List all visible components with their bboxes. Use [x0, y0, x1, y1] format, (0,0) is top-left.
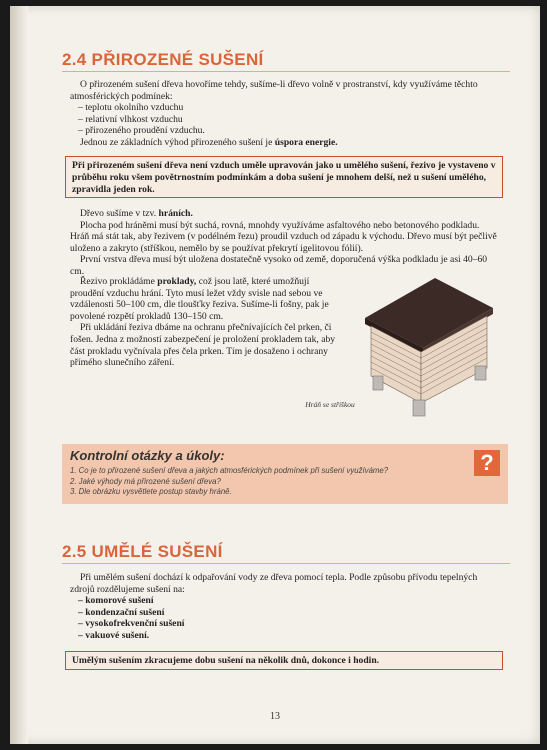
section1-intro-block [70, 79, 500, 149]
highlight-note-artificial: Umělým sušením zkracujeme dobu sušení na několik dnů, dokonce i hodin. [65, 651, 503, 670]
proklady-bold: proklady, [157, 276, 197, 287]
quiz-title: Kontrolní otázky a úkoly: [70, 448, 225, 463]
section2-body [70, 572, 500, 642]
list-item: – komorové sušení [78, 595, 500, 607]
list-item: – vakuové sušení. [78, 630, 500, 642]
proklady-prefix: Řezivo prokládáme [80, 276, 158, 287]
advantage-paragraph [70, 137, 500, 149]
surface-paragraph: Plocha pod hráněmi musí být suchá, rovná, mnohdy využíváme asfaltového nebo betonového podkladu. Hráň má stát tak, aby řezivem (v podélném řezu) proudil vzduch od západu k východu. Dřevo musí být pečlivě uloženo a zakryto (stříškou, nemělo by se používat překrytí igelitovou fólií). [70, 219, 497, 254]
list-item: – relativní vlhkost vzduchu [78, 114, 500, 126]
page-number: 13 [270, 711, 280, 722]
quiz-list [70, 466, 388, 498]
hrane-text: Dřevo sušíme v tzv. [80, 208, 159, 219]
heading-rule [62, 71, 510, 72]
hrane-bold: hráních. [158, 208, 193, 219]
conditions-list [70, 102, 500, 137]
first-layer-paragraph: První vrstva dřeva musí být uložena dostatečně vysoko od země, doporučená výška podkladu je asi 40–60 cm. [70, 254, 488, 277]
proklady-paragraph [70, 276, 345, 322]
quiz-item: 2. Jaké výhody má přirozené sušení dřeva? [70, 476, 221, 486]
figure-caption: Hráň se stříškou [305, 400, 355, 409]
list-item: – vysokofrekvenční sušení [78, 618, 500, 630]
advantage-bold: úspora energie. [274, 136, 338, 148]
lumber-stack-illustration [355, 268, 495, 428]
list-item: – přirozeného proudění vzduchu. [78, 125, 500, 137]
hrane-paragraph [70, 208, 500, 220]
heading-rule [62, 563, 510, 564]
quiz-item: 3. Dle obrázku vysvětlete postup stavby hráně. [70, 487, 232, 496]
book-page [10, 6, 540, 744]
list-item: – teplotu okolního vzduchu [78, 102, 500, 114]
artificial-intro-paragraph: Při umělém sušení dochází k odpařování vody ze dřeva pomocí tepla. Podle způsobu přívodu tepelných zdrojů rozdělujeme sušení na: [70, 572, 478, 595]
protection-paragraph: Při ukládání řeziva dbáme na ochranu přečnívajících čel prken, či fošen. Jedna z možností zabezpečení je proložení prokladem tak, aby část prokladu vyčnívala přes čela prken. Tím je dosaženo i ochrany přímého slunečního záření. [70, 322, 336, 369]
section1-body-bottom [70, 276, 345, 369]
intro-paragraph: O přirozeném sušení dřeva hovoříme tehdy, sušíme-li dřevo volně v prostranství, kdy využíváme těchto atmosférických podmínek: [70, 79, 478, 102]
review-questions-box [62, 444, 508, 504]
section-heading-artificial-drying: 2.5 UMĚLÉ SUŠENÍ [62, 542, 223, 561]
proklady-rest: což jsou latě, které umožňují proudění vzduchu hrání. Tyto musí ležet vždy svisle nad sebou ve vzdálenosti 50–100 cm, dle tloušťky řeziva. Sušíme-li fošny, pak je povolené rozpětí prokladů 130–150 cm. [70, 276, 329, 322]
section-heading-natural-drying: 2.4 PŘIROZENÉ SUŠENÍ [62, 50, 264, 69]
list-item: – kondenzační sušení [78, 607, 500, 619]
drying-types-list [70, 595, 500, 641]
advantage-text: Jednou ze základních výhod přirozeného sušení je [80, 136, 275, 148]
quiz-item: 1. Co je to přirozené sušení dřeva a jakých atmosférických podmínek při sušení využíváme? [70, 466, 389, 475]
highlight-note-natural: Při přirozeném sušení dřeva není vzduch uměle upravován jako u umělého sušení, řezivo je vystaveno v průběhu roku všem povětrnostním podmínkám a doba sušení je mnohem delší, než u sušení umělého, zpravidla jeden rok. [65, 156, 503, 198]
page-binding-shadow [10, 6, 28, 744]
question-mark-icon: ? [474, 450, 500, 476]
